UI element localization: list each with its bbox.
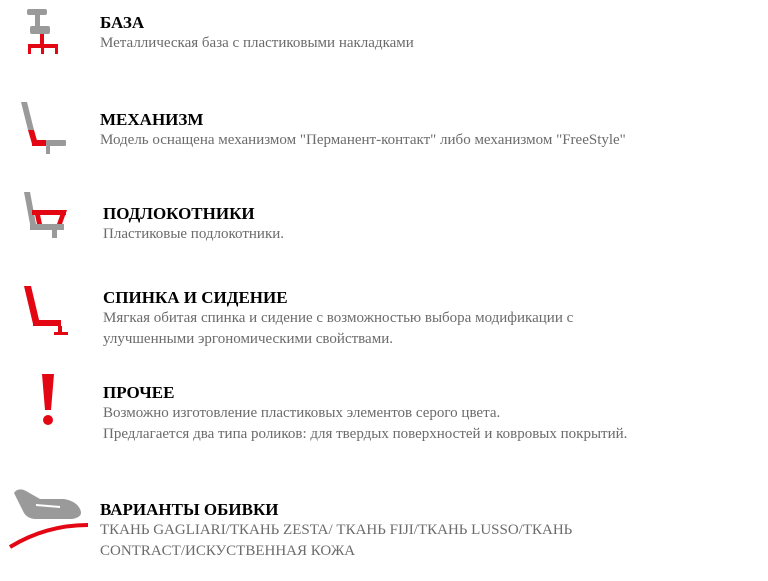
section-upholstery	[100, 500, 572, 562]
section-other	[103, 383, 627, 445]
chair-base-icon	[22, 8, 72, 58]
section-title: ВАРИАНТЫ ОБИВКИ	[100, 500, 279, 519]
section-title: ПОДЛОКОТНИКИ	[103, 204, 255, 223]
section-base	[100, 13, 414, 54]
section-title: ПРОЧЕЕ	[103, 383, 175, 402]
section-description: Металлическая база с пластиковыми накладками	[100, 35, 414, 51]
section-title: БАЗА	[100, 13, 145, 32]
section-description: ТКАНЬ GAGLIARI/ТКАНЬ ZESTA/ ТКАНЬ FIJI/ТКАНЬ LUSSO/ТКАНЬ CONTRACT/ИСКУСТВЕННАЯ КОЖА	[100, 522, 573, 559]
section-back-seat	[103, 288, 573, 350]
section-description: Возможно изготовление пластиковых элементов серого цвета. Предлагается два типа роликов: для твердых поверхностей и ковровых покрытий.	[103, 405, 628, 442]
chair-mechanism-icon	[18, 100, 70, 156]
exclamation-icon	[38, 372, 58, 428]
section-description: Модель оснащена механизмом "Перманент-контакт" либо механизмом "FreeStyle"	[100, 132, 626, 148]
section-description: Мягкая обитая спинка и сидение с возможностью выбора модификации с улучшенными эргономическими свойствами.	[103, 310, 574, 347]
section-armrests	[103, 204, 284, 245]
section-title: МЕХАНИЗМ	[100, 110, 204, 129]
hand-upholstery-icon	[6, 483, 90, 551]
chair-back-seat-icon	[22, 284, 72, 336]
chair-armrest-icon	[22, 190, 74, 242]
section-title: СПИНКА И СИДЕНИЕ	[103, 288, 288, 307]
section-mechanism	[100, 110, 626, 151]
section-description: Пластиковые подлокотники.	[103, 226, 285, 242]
